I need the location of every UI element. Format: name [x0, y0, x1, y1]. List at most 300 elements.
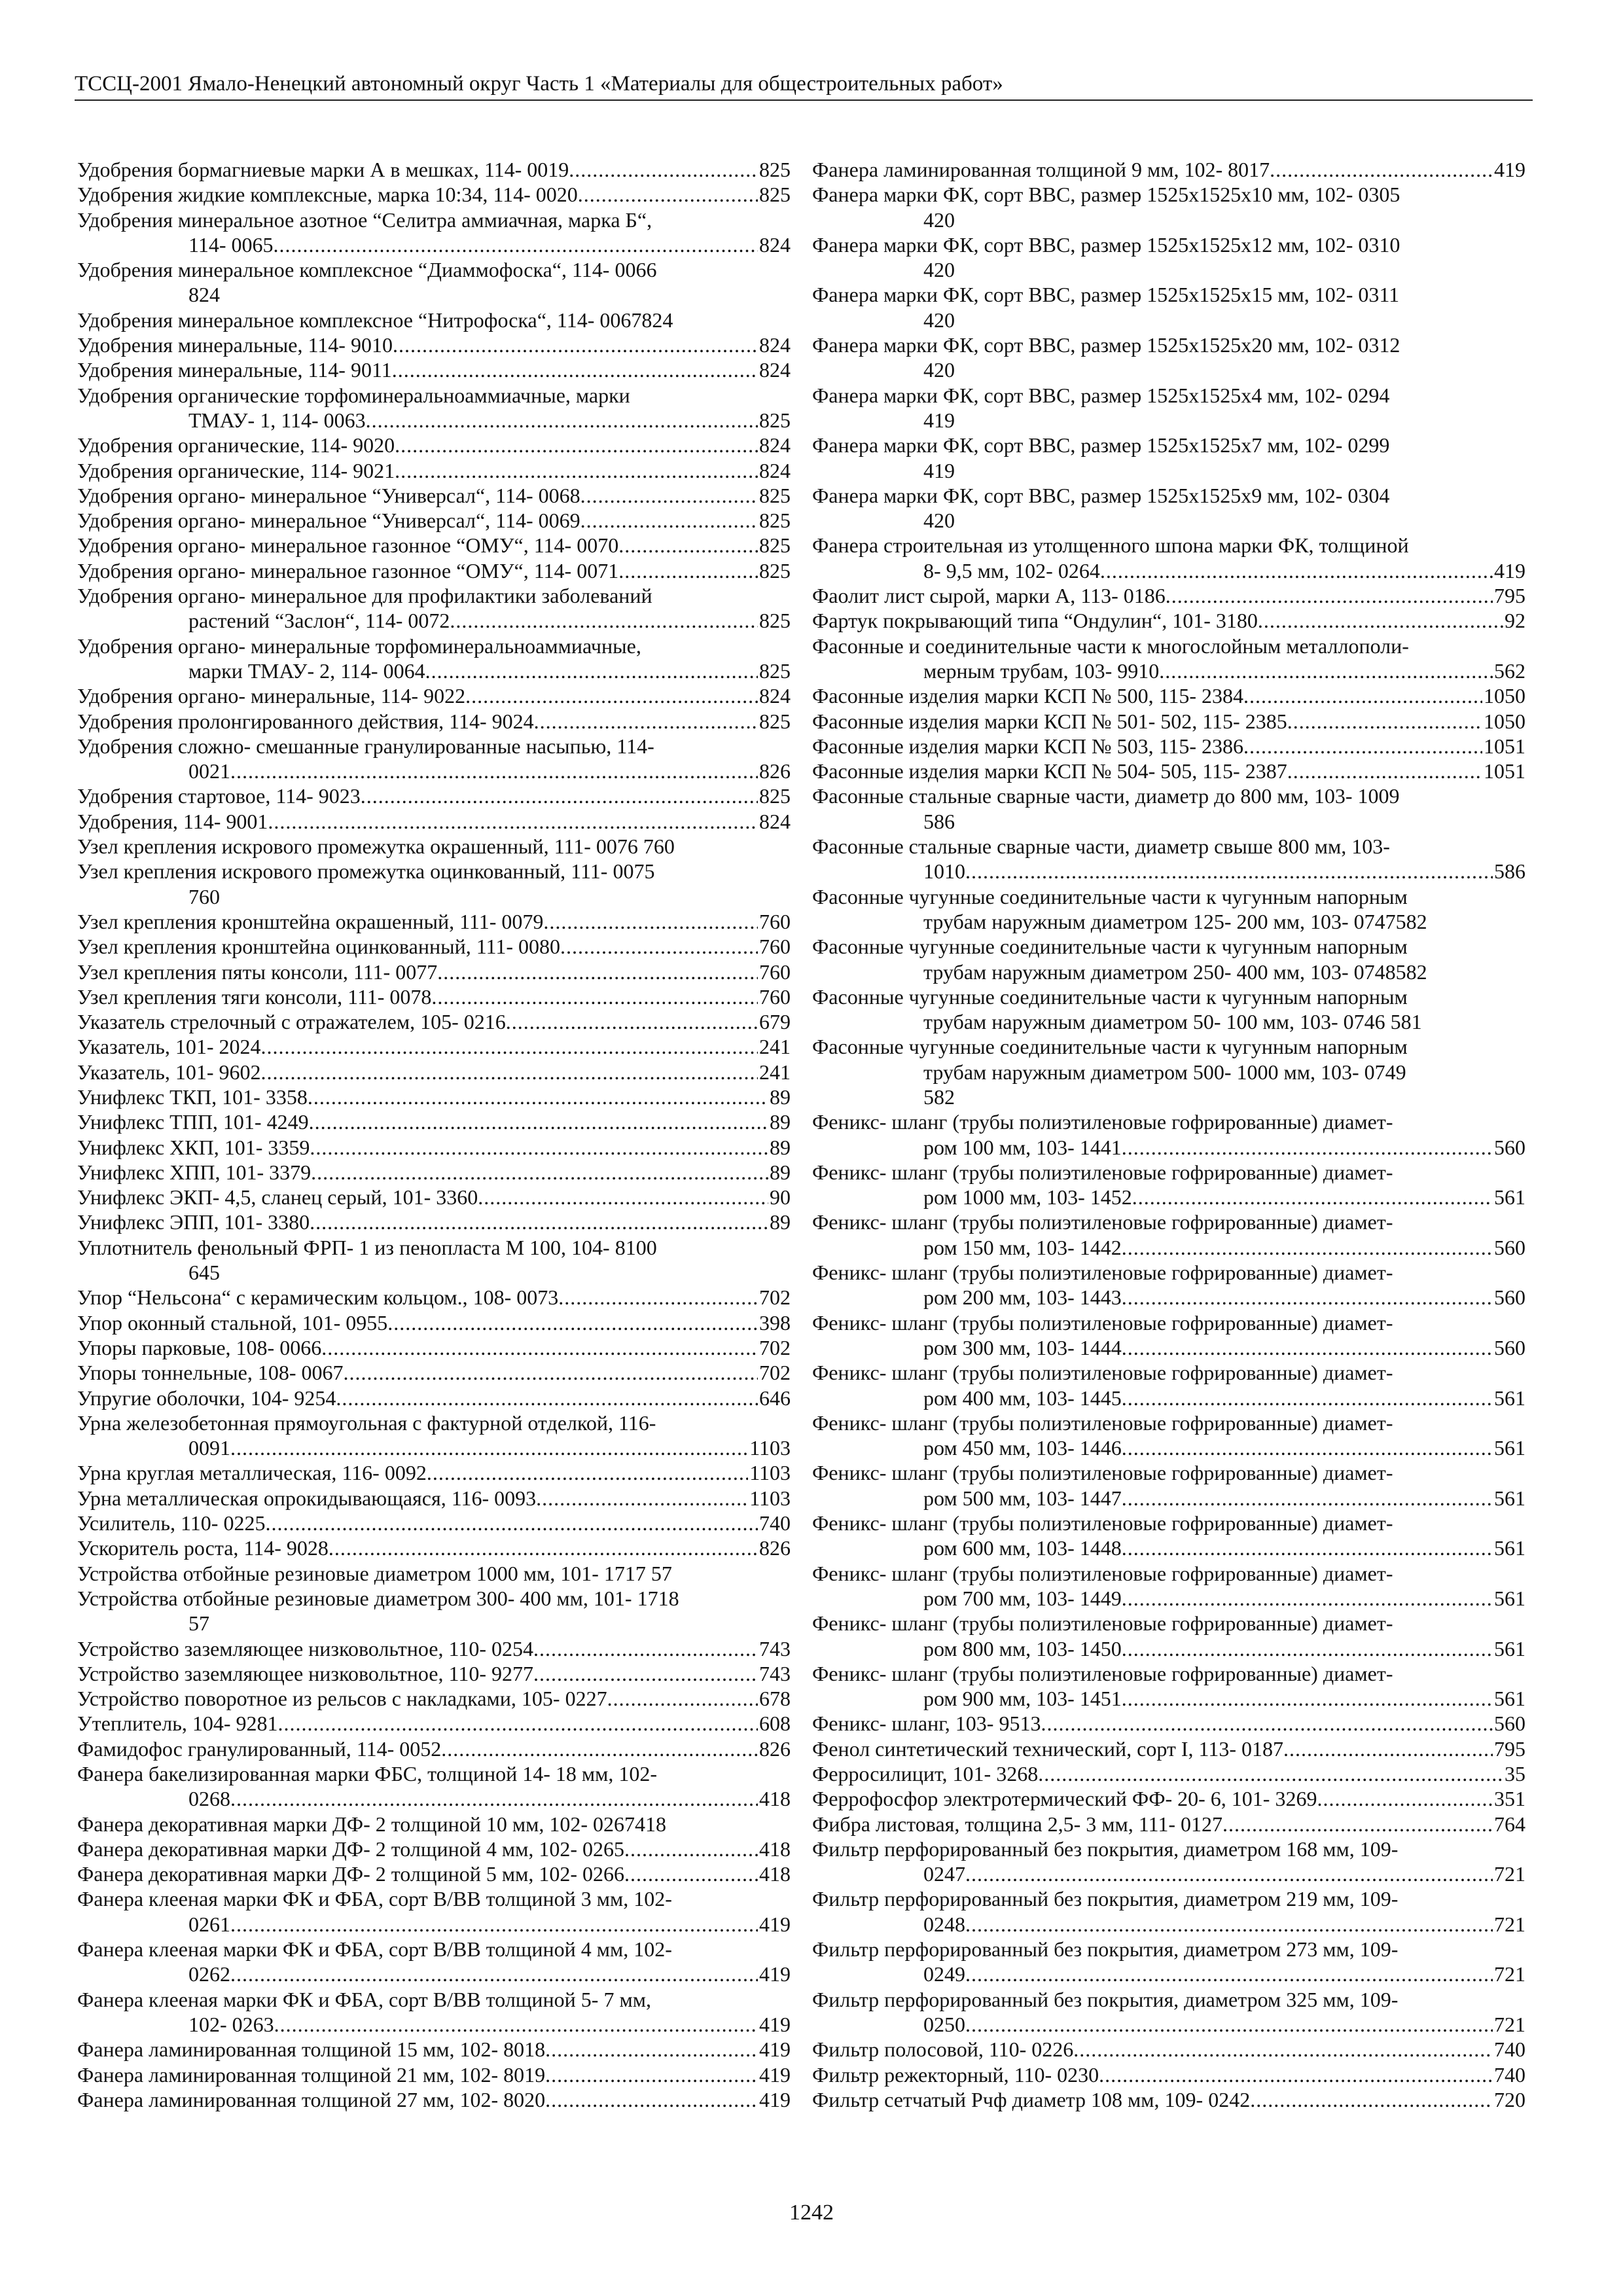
- entry-text: Фасонные изделия марки КСП № 504- 505, 115- 2387: [812, 759, 1287, 783]
- index-entry: [77, 1486, 791, 1511]
- entry-text: Фанера ламинированная толщиной 15 мм, 102- 8018: [77, 2037, 546, 2062]
- page-ref: 795: [1494, 1736, 1525, 1761]
- leader-dots: [310, 1210, 768, 1234]
- index-entry: [77, 583, 791, 634]
- index-entry: [77, 1009, 791, 1034]
- entry-line: [812, 1861, 1525, 1886]
- entry-text: ТМАУ- 1, 114- 0063: [188, 408, 366, 432]
- entry-text: Удобрения минеральное комплексное “Диаммофоска“, 114- 0066: [77, 258, 657, 282]
- leader-dots: [560, 934, 758, 959]
- leader-dots: [533, 1636, 758, 1661]
- page-ref: 561: [1494, 1486, 1525, 1510]
- page-ref: 418: [759, 1837, 791, 1861]
- index-entry: [77, 533, 791, 558]
- entry-text: Удобрения органо- минеральное газонное “ОМУ“, 114- 0071: [77, 558, 619, 583]
- index-entry: [812, 1886, 1525, 1937]
- entry-text: Унифлекс ХПП, 101- 3379: [77, 1160, 312, 1184]
- entry-text: Фасонные чугунные соединительные части к чугунным напорным: [812, 935, 1408, 959]
- entry-line: [77, 1135, 791, 1160]
- entry-line: [77, 483, 791, 508]
- leader-dots: [1038, 1761, 1503, 1786]
- leader-dots: [580, 508, 758, 533]
- entry-line: [77, 1912, 791, 1937]
- entry-line: [77, 232, 791, 257]
- entry-line: [77, 1109, 791, 1134]
- entry-line: [77, 1686, 791, 1711]
- leader-dots: [534, 709, 758, 734]
- entry-line: [812, 1786, 1525, 1811]
- leader-dots: [1122, 1486, 1493, 1511]
- leader-dots: [273, 232, 758, 257]
- entry-text: Унифлекс ХКП, 101- 3359: [77, 1135, 310, 1159]
- leader-dots: [965, 2012, 1493, 2037]
- entry-text: Фаолит лист сырой, марки А, 113- 0186: [812, 584, 1166, 608]
- entry-line: [77, 332, 791, 357]
- index-entry: [77, 1761, 791, 1812]
- index-entry: [77, 1711, 791, 1736]
- index-entry: [812, 1837, 1525, 1887]
- leader-dots: [336, 1386, 758, 1410]
- page-ref: 1050: [1484, 709, 1525, 733]
- entry-text: 114- 0065: [188, 232, 274, 257]
- entry-continuation: трубам наружным диаметром 500- 1000 мм, 103- 0749: [923, 1060, 1406, 1084]
- page-ref: 721: [1494, 1862, 1525, 1886]
- entry-text: Удобрения бормагниевые марки А в мешках, 114- 0019: [77, 158, 569, 181]
- entry-text: Фанера марки ФК, сорт ВВС, размер 1525х1525х10 мм, 102- 0305: [812, 183, 1400, 207]
- entry-text: Фанера бакелизированная марки ФБС, толщиной 14- 18 мм, 102-: [77, 1762, 657, 1785]
- page-ref: 721: [1494, 1962, 1525, 1986]
- index-entry: [77, 483, 791, 508]
- leader-dots: [261, 1034, 758, 1059]
- index-entry: [77, 1535, 791, 1560]
- index-entry: [77, 709, 791, 734]
- leader-dots: [230, 1435, 748, 1460]
- index-entry: [812, 608, 1525, 633]
- leader-dots: [558, 1285, 758, 1310]
- page-ref: 678: [759, 1687, 791, 1711]
- entry-continuation: 420: [923, 308, 955, 332]
- entry-line: [812, 608, 1525, 633]
- entry-text: Удобрения минеральные, 114- 9010: [77, 333, 393, 357]
- page-ref: 1103: [749, 1436, 791, 1460]
- index-entry: [77, 257, 791, 308]
- leader-dots: [1099, 2062, 1493, 2087]
- page-ref: 825: [759, 784, 791, 808]
- page-ref: 419: [759, 2037, 791, 2062]
- entry-line: [77, 357, 791, 382]
- entry-text: Устройства отбойные резиновые диаметром 300- 400 мм, 101- 1718: [77, 1586, 679, 1610]
- index-entry: [77, 1636, 791, 1661]
- entry-continuation: трубам наружным диаметром 250- 400 мм, 103- 0748582: [923, 960, 1427, 984]
- page-ref: 721: [1494, 2012, 1525, 2036]
- leader-dots: [1122, 1135, 1493, 1160]
- entry-line: [77, 1511, 791, 1535]
- index-entry: [77, 1736, 791, 1761]
- index-entry: [77, 1360, 791, 1385]
- entry-text: Удобрения, 114- 9001: [77, 809, 268, 833]
- index-entry: [812, 934, 1525, 984]
- leader-dots: [478, 1185, 768, 1210]
- index-entry: [812, 1260, 1525, 1310]
- page-ref: 561: [1494, 1436, 1525, 1460]
- entry-text: Узел крепления тяги консоли, 111- 0078: [77, 984, 432, 1009]
- page-ref: 760: [759, 960, 791, 984]
- entry-line: [812, 1812, 1525, 1837]
- leader-dots: [465, 683, 758, 708]
- entry-line: [77, 1034, 791, 1059]
- entry-text: Удобрения органо- минеральное для профилактики заболеваний: [77, 584, 652, 608]
- page-ref: 419: [1494, 158, 1525, 181]
- index-entry: [812, 1711, 1525, 1736]
- page-ref: 560: [1494, 1135, 1525, 1159]
- page-ref: 760: [759, 935, 791, 959]
- entry-text: Указатель, 101- 9602: [77, 1060, 261, 1084]
- index-entry: [77, 1460, 791, 1485]
- entry-line: [812, 558, 1525, 583]
- index-entry: [812, 1360, 1525, 1410]
- leader-dots: [1122, 1285, 1493, 1310]
- index-entry: [77, 1034, 791, 1059]
- entry-line: [77, 558, 791, 583]
- leader-dots: [533, 1661, 758, 1686]
- entry-text: Фанера декоративная марки ДФ- 2 толщиной 4 мм, 102- 0265: [77, 1837, 625, 1861]
- entry-text: Фанера клееная марки ФК и ФБА, сорт В/ВВ толщиной 5- 7 мм,: [77, 1987, 651, 2011]
- page-ref: 825: [759, 658, 791, 683]
- entry-line: [77, 683, 791, 708]
- leader-dots: [607, 1686, 758, 1711]
- index-entry: [77, 508, 791, 533]
- leader-dots: [965, 1861, 1493, 1886]
- index-entry: [812, 634, 1525, 684]
- leader-dots: [1122, 1535, 1493, 1560]
- entry-line: [77, 759, 791, 783]
- index-entry: [812, 734, 1525, 759]
- entry-text: Удобрения органо- минеральные торфоминеральноаммиачные,: [77, 634, 641, 658]
- index-entry: [77, 1386, 791, 1410]
- index-entry: [77, 182, 791, 207]
- entry-continuation: трубам наружным диаметром 50- 100 мм, 103- 0746 581: [923, 1010, 1422, 1034]
- leader-dots: [536, 1486, 748, 1511]
- page-ref: 560: [1494, 1285, 1525, 1310]
- index-entry: [812, 2087, 1525, 2112]
- entry-line: [77, 458, 791, 483]
- leader-dots: [321, 1335, 758, 1360]
- entry-text: Урна железобетонная прямоугольная с фактурной отделкой, 116-: [77, 1410, 656, 1435]
- entry-line: [77, 608, 791, 633]
- entry-continuation: 420: [923, 509, 955, 533]
- entry-line: [812, 1285, 1525, 1310]
- entry-line: [812, 1761, 1525, 1786]
- index-entry: [812, 884, 1525, 935]
- leader-dots: [1317, 1786, 1493, 1811]
- entry-line: [812, 1962, 1525, 1986]
- entry-text: Узел крепления кронштейна оцинкованный, 111- 0080: [77, 935, 560, 959]
- entry-text: 0248: [923, 1912, 965, 1936]
- entry-text: 0091: [188, 1436, 230, 1460]
- leader-dots: [1250, 2087, 1493, 2112]
- page-ref: 764: [1494, 1812, 1525, 1836]
- index-entry: [812, 1561, 1525, 1611]
- leader-dots: [618, 558, 758, 583]
- index-entry: [812, 2062, 1525, 2087]
- index-entry: [812, 759, 1525, 783]
- leader-dots: [1159, 658, 1493, 683]
- entry-line: [77, 934, 791, 959]
- leader-dots: [1122, 1235, 1493, 1260]
- entry-line: [77, 2062, 791, 2087]
- index-entry: [812, 2037, 1525, 2062]
- page-ref: 824: [759, 809, 791, 833]
- leader-dots: [1270, 157, 1493, 182]
- entry-text: Унифлекс ЭПП, 101- 3380: [77, 1210, 310, 1234]
- entry-text: 0250: [923, 2012, 965, 2036]
- leader-dots: [395, 458, 758, 483]
- page-ref: 561: [1494, 1185, 1525, 1210]
- index-entry: [77, 834, 791, 859]
- page-ref: 89: [770, 1210, 791, 1234]
- index-entry: [812, 1511, 1525, 1561]
- page-ref: 720: [1494, 2087, 1525, 2111]
- entry-text: Узел крепления искрового промежутка оцинкованный, 111- 0075: [77, 859, 655, 884]
- leader-dots: [1283, 1736, 1493, 1761]
- index-entry: [812, 533, 1525, 583]
- entry-text: Устройство заземляющее низковольтное, 110- 0254: [77, 1636, 533, 1660]
- index-entry: [77, 157, 791, 182]
- index-entry: [77, 383, 791, 433]
- leader-dots: [1243, 683, 1482, 708]
- entry-text: Феникс- шланг (трубы полиэтиленовые гофрированные) диамет-: [812, 1210, 1393, 1234]
- entry-text: Унифлекс ТКП, 101- 3358: [77, 1085, 308, 1109]
- leader-dots: [387, 1310, 758, 1335]
- index-entry: [77, 634, 791, 684]
- entry-text: Узел крепления пяты консоли, 111- 0077: [77, 960, 438, 984]
- entry-text: Фанера строительная из утолщенного шпона марки ФК, толщиной: [812, 533, 1409, 558]
- entry-line: [77, 783, 791, 808]
- index-entry: [77, 1085, 791, 1109]
- entry-text: Удобрения органо- минеральные, 114- 9022: [77, 684, 466, 708]
- entry-line: [812, 2037, 1525, 2062]
- entry-text: Удобрения органо- минеральное “Универсал“, 114- 0069: [77, 509, 580, 533]
- page-ref: 89: [770, 1085, 791, 1109]
- page-ref: 743: [759, 1661, 791, 1685]
- index-entry: [77, 1285, 791, 1310]
- entry-text: Фасонные стальные сварные части, диаметр свыше 800 мм, 103-: [812, 834, 1390, 859]
- page-ref: 825: [759, 483, 791, 507]
- leader-dots: [230, 1786, 758, 1811]
- entry-line: [77, 2037, 791, 2062]
- entry-text: Фасонные чугунные соединительные части к чугунным напорным: [812, 1035, 1408, 1059]
- entry-text: Фасонные изделия марки КСП № 500, 115- 2384: [812, 684, 1244, 708]
- entry-text: ром 200 мм, 103- 1443: [923, 1285, 1122, 1310]
- entry-text: Удобрения минеральное комплексное “Нитрофоска“, 114- 0067824: [77, 308, 673, 332]
- entry-text: Упругие оболочки, 104- 9254: [77, 1386, 336, 1410]
- leader-dots: [1122, 1636, 1493, 1661]
- index-entry: [77, 1185, 791, 1210]
- entry-text: Фанера ламинированная толщиной 27 мм, 102- 8020: [77, 2087, 546, 2111]
- entry-line: [77, 2012, 791, 2037]
- index-entry: [77, 1661, 791, 1686]
- entry-line: [77, 1962, 791, 1986]
- entry-line: [812, 859, 1525, 884]
- page-ref: 825: [759, 609, 791, 633]
- page-ref: 89: [770, 1135, 791, 1159]
- entry-continuation: 420: [923, 207, 955, 232]
- leader-dots: [450, 608, 758, 633]
- entry-line: [77, 960, 791, 984]
- entry-line: [77, 1160, 791, 1185]
- entry-line: [77, 1210, 791, 1234]
- entry-text: Фильтр полосовой, 110- 0226: [812, 2037, 1074, 2062]
- page-ref: 721: [1494, 1912, 1525, 1936]
- entry-text: Фасонные чугунные соединительные части к чугунным напорным: [812, 984, 1408, 1009]
- leader-dots: [310, 1135, 768, 1160]
- page-ref: 1050: [1484, 684, 1525, 708]
- entry-line: [812, 1586, 1525, 1611]
- entry-line: [77, 1661, 791, 1686]
- index-entry: [77, 1235, 791, 1285]
- leader-dots: [1287, 709, 1482, 734]
- entry-text: Фартук покрывающий типа “Ондулин“, 101- 3180: [812, 609, 1258, 633]
- page-ref: 561: [1494, 1687, 1525, 1711]
- page-ref: 418: [759, 1787, 791, 1811]
- index-entry: [812, 1812, 1525, 1837]
- entry-text: Феникс- шланг (трубы полиэтиленовые гофрированные) диамет-: [812, 1511, 1393, 1535]
- page-ref: 1103: [749, 1486, 791, 1510]
- page-ref: 90: [770, 1185, 791, 1210]
- entry-text: Фасонные изделия марки КСП № 501- 502, 115- 2385: [812, 709, 1287, 733]
- entry-text: 0021: [188, 759, 230, 783]
- page-ref: 560: [1494, 1335, 1525, 1359]
- entry-continuation: 420: [923, 258, 955, 282]
- page-ref: 825: [759, 533, 791, 558]
- entry-continuation: 824: [188, 283, 220, 307]
- entry-text: марки ТМАУ- 2, 114- 0064: [188, 658, 425, 683]
- entry-text: Унифлекс ЭКП- 4,5, сланец серый, 101- 3360: [77, 1185, 478, 1210]
- leader-dots: [311, 1160, 768, 1185]
- index-entry: [812, 1160, 1525, 1210]
- entry-text: Фанера марки ФК, сорт ВВС, размер 1525х1525х7 мм, 102- 0299: [812, 433, 1390, 457]
- index-entry: [77, 734, 791, 784]
- leader-dots: [1073, 2037, 1493, 2062]
- entry-line: [77, 1310, 791, 1335]
- entry-line: [77, 1736, 791, 1761]
- page-ref: 824: [759, 433, 791, 457]
- leader-dots: [569, 157, 758, 182]
- entry-text: Удобрения пролонгированного действия, 114- 9024: [77, 709, 534, 733]
- entry-line: [77, 1460, 791, 1485]
- index-entry: [77, 2037, 791, 2062]
- entry-text: Феррофосфор электротермический ФФ- 20- 6, 101- 3269: [812, 1787, 1317, 1811]
- entry-text: ром 400 мм, 103- 1445: [923, 1386, 1122, 1410]
- leader-dots: [425, 658, 758, 683]
- page-ref: 560: [1494, 1235, 1525, 1259]
- entry-text: Фамидофос гранулированный, 114- 0052: [77, 1736, 442, 1761]
- index-entry: [77, 207, 791, 258]
- entry-text: Устройство поворотное из рельсов с накладками, 105- 0227: [77, 1687, 607, 1711]
- leader-dots: [1222, 1812, 1493, 1837]
- page-ref: 419: [759, 1962, 791, 1986]
- entry-text: растений “Заслон“, 114- 0072: [188, 609, 450, 633]
- entry-line: [77, 709, 791, 734]
- entry-text: Упоры парковые, 108- 0066: [77, 1335, 322, 1359]
- leader-dots: [392, 357, 758, 382]
- leader-dots: [230, 1912, 758, 1937]
- entry-text: Фильтр перфорированный без покрытия, диаметром 273 мм, 109-: [812, 1937, 1399, 1962]
- entry-text: Фильтр перфорированный без покрытия, диаметром 219 мм, 109-: [812, 1887, 1399, 1911]
- entry-line: [77, 508, 791, 533]
- entry-text: ром 700 мм, 103- 1449: [923, 1586, 1122, 1610]
- entry-text: Фанера декоративная марки ДФ- 2 толщиной 5 мм, 102- 0266: [77, 1862, 625, 1886]
- entry-line: [77, 2087, 791, 2112]
- entry-text: 0261: [188, 1912, 230, 1936]
- page-ref: 740: [759, 1511, 791, 1535]
- page-ref: 561: [1494, 1386, 1525, 1410]
- page-ref: 826: [759, 759, 791, 783]
- page-ref: 351: [1494, 1787, 1525, 1811]
- index-entry: [812, 433, 1525, 483]
- page-ref: 562: [1494, 658, 1525, 683]
- entry-continuation: 420: [923, 358, 955, 382]
- entry-text: Удобрения стартовое, 114- 9023: [77, 784, 361, 808]
- index-entry: [812, 709, 1525, 734]
- entry-text: Феникс- шланг (трубы полиэтиленовые гофрированные) диамет-: [812, 1410, 1393, 1435]
- page-ref: 740: [1494, 2037, 1525, 2062]
- entry-text: Фанера ламинированная толщиной 9 мм, 102- 8017: [812, 158, 1270, 181]
- entry-text: Феникс- шланг (трубы полиэтиленовые гофрированные) диамет-: [812, 1661, 1393, 1685]
- entry-line: [77, 533, 791, 558]
- index-entry: [77, 960, 791, 984]
- entry-text: Упоры тоннельные, 108- 0067: [77, 1361, 344, 1385]
- index-entry: [812, 483, 1525, 533]
- index-entry: [77, 683, 791, 708]
- entry-text: Феникс- шланг, 103- 9513: [812, 1712, 1041, 1736]
- page-ref: 646: [759, 1386, 791, 1410]
- index-entry: [77, 934, 791, 959]
- entry-text: Фильтр режекторный, 110- 0230: [812, 2062, 1099, 2087]
- entry-text: 0249: [923, 1962, 965, 1986]
- entry-line: [812, 1686, 1525, 1711]
- page-ref: 561: [1494, 1636, 1525, 1660]
- entry-text: Фасонные чугунные соединительные части к чугунным напорным: [812, 884, 1408, 908]
- leader-dots: [1287, 759, 1482, 783]
- index-entry: [77, 1937, 791, 1987]
- entry-line: [77, 408, 791, 433]
- index-entry: [77, 783, 791, 808]
- entry-line: [812, 1636, 1525, 1661]
- entry-line: [812, 583, 1525, 608]
- index-entry: [812, 1460, 1525, 1511]
- entry-continuation: 586: [923, 809, 955, 833]
- page-ref: 561: [1494, 1536, 1525, 1560]
- index-entry: [812, 282, 1525, 332]
- page-ref: 825: [759, 408, 791, 432]
- index-column-right: [812, 157, 1525, 2112]
- entry-line: [812, 1711, 1525, 1736]
- page-ref: 824: [759, 458, 791, 482]
- entry-text: Указатель стрелочный с отражателем, 105- 0216: [77, 1010, 506, 1034]
- entry-text: Ферросилицит, 101- 3268: [812, 1762, 1039, 1785]
- index-entry: [77, 558, 791, 583]
- entry-text: Устройство заземляющее низковольтное, 110- 9277: [77, 1661, 533, 1685]
- index-entry: [77, 1160, 791, 1185]
- entry-text: Ускоритель роста, 114- 9028: [77, 1536, 329, 1560]
- page-ref: 419: [1494, 558, 1525, 583]
- leader-dots: [361, 783, 758, 808]
- entry-line: [77, 1360, 791, 1385]
- entry-line: [77, 1060, 791, 1085]
- entry-text: ром 150 мм, 103- 1442: [923, 1235, 1122, 1259]
- entry-text: Фанера марки ФК, сорт ВВС, размер 1525х1525х20 мм, 102- 0312: [812, 333, 1400, 357]
